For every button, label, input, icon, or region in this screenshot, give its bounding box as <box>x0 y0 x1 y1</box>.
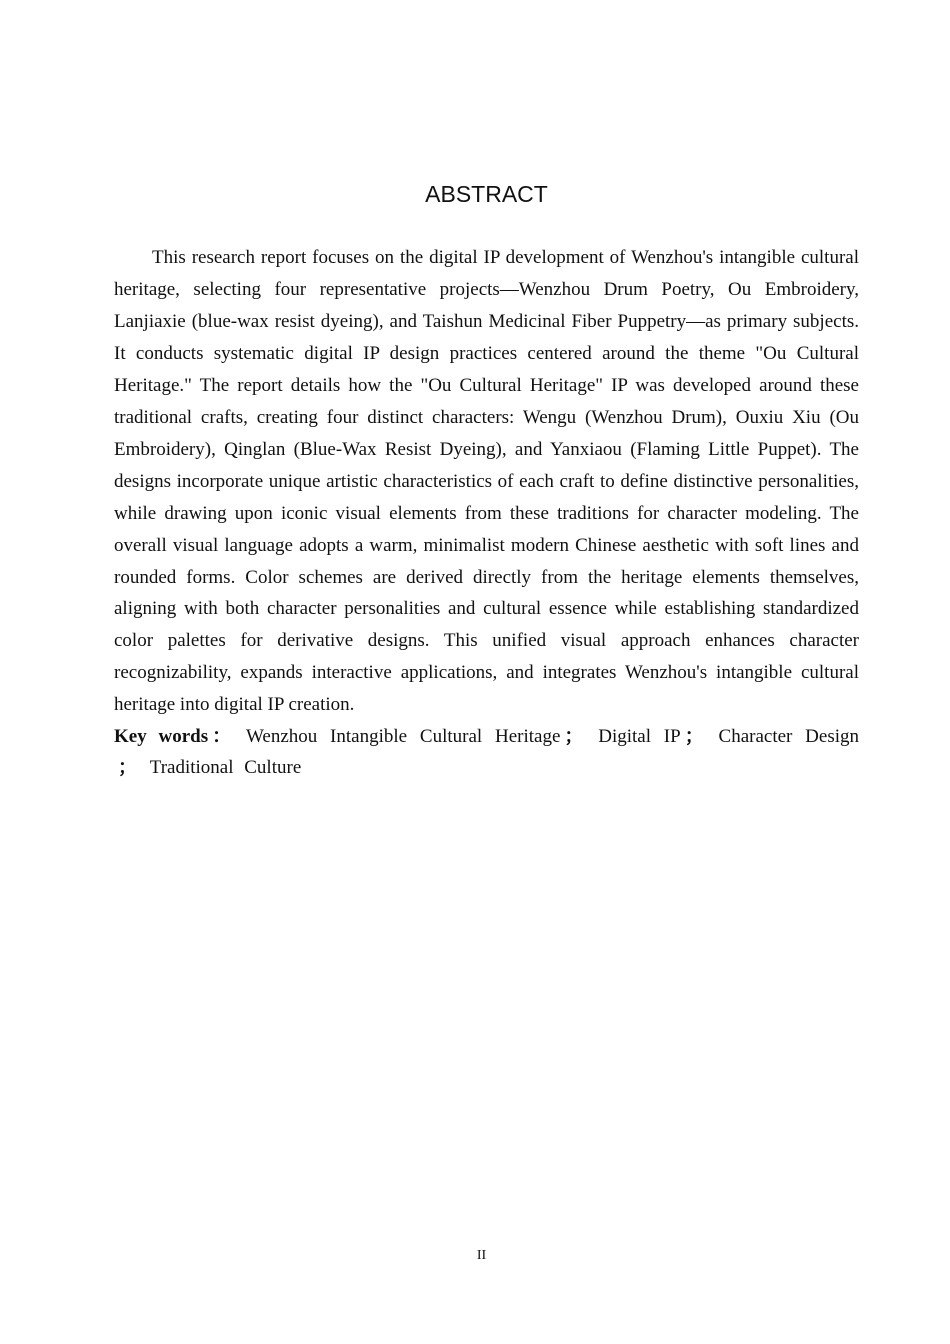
keyword-separator: ； <box>684 726 704 747</box>
keywords-label-separator: ： <box>212 726 232 747</box>
keywords-line <box>114 721 859 783</box>
keyword-item: Digital IP <box>598 726 681 747</box>
abstract-title: ABSTRACT <box>425 181 548 207</box>
keyword-item: Character Design <box>718 726 860 747</box>
keyword-separator: ； <box>564 726 584 747</box>
keyword-item: Wenzhou Intangible Cultural Heritage <box>245 726 561 747</box>
abstract-paragraph: This research report focuses on the digital IP development of Wenzhou's intangible cultural heritage, selecting four representative projects—Wenzhou Drum Poetry, Ou Embroidery, Lanjiaxie (blue-wax resist dyeing), and Taishun Medicinal Fiber Puppetry—as primary subjects. It conducts systematic digital IP design practices centered around the theme "Ou Cultural Heritage." The report details how the "Ou Cultural Heritage" IP was developed around these traditional crafts, creating four distinct characters: Wengu (Wenzhou Drum), Ouxiu Xiu (Ou Embroidery), Qinglan (Blue-Wax Resist Dyeing), and Yanxiaou (Flaming Little Puppet). The designs incorporate unique artistic characteristics of each craft to define distinctive personalities, while drawing upon iconic visual elements from these traditions for character modeling. The overall visual language adopts a warm, minimalist modern Chinese aesthetic with soft lines and rounded forms. Color schemes are derived directly from the heritage elements themselves, aligning with both character personalities and cultural essence while establishing standardized color palettes for derivative designs. This unified visual approach enhances character recognizability, expands interactive applications, and integrates Wenzhou's intangible cultural heritage into digital IP creation. <box>114 247 859 716</box>
page-number: II <box>476 1248 487 1263</box>
keyword-separator: ； <box>118 757 138 778</box>
keywords-label: Key words <box>114 726 209 747</box>
keyword-item: Traditional Culture <box>149 757 302 778</box>
